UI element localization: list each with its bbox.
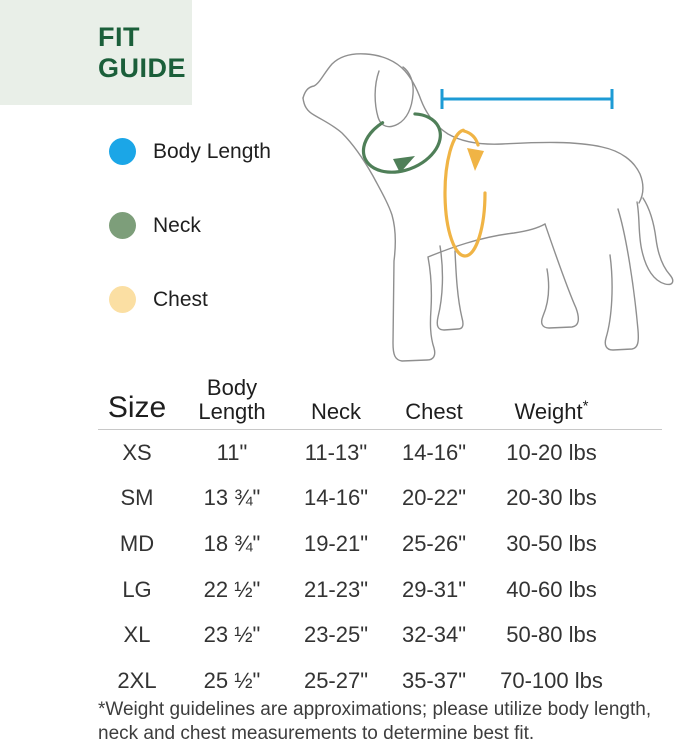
legend-label: Chest (153, 287, 208, 311)
cell-size: 2XL (117, 667, 157, 693)
table-row (98, 430, 662, 476)
weight-footnote: *Weight guidelines are approximations; please utilize body length, neck and chest measurements to determine best fit. (98, 699, 652, 744)
cell-weight: 70-100 lbs (500, 667, 603, 693)
weight-asterisk: * (582, 397, 589, 415)
cell-body-length: 18 ¾" (203, 530, 261, 556)
cell-size: LG (122, 576, 152, 602)
cell-weight: 20-30 lbs (506, 485, 597, 511)
cell-body-length: 22 ½" (203, 576, 261, 602)
cell-chest: 29-31" (401, 576, 467, 602)
col-header-neck: Neck (310, 398, 362, 424)
legend-label: Neck (153, 213, 201, 237)
col-header-size: Size (107, 391, 167, 424)
table-row (98, 567, 662, 613)
legend-item-chest (109, 286, 271, 313)
cell-chest: 35-37" (401, 667, 467, 693)
measurement-legend (109, 138, 271, 360)
cell-weight: 50-80 lbs (506, 622, 597, 648)
cell-body-length: 23 ½" (203, 622, 261, 648)
neck-measure-loop (355, 104, 449, 183)
col-header-chest: Chest (405, 398, 463, 424)
cell-weight: 40-60 lbs (506, 576, 597, 602)
table-row (98, 476, 662, 522)
cell-size: XL (123, 622, 151, 648)
table-row (98, 521, 662, 567)
cell-neck: 23-25" (303, 622, 369, 648)
cell-chest: 20-22" (401, 485, 467, 511)
body-length-measure-line (442, 89, 612, 109)
col-header-body-length: Body Length (198, 374, 266, 424)
cell-size: MD (119, 530, 155, 556)
cell-neck: 19-21" (303, 530, 369, 556)
chest-dot-icon (109, 286, 136, 313)
cell-size: SM (120, 485, 154, 511)
size-table (98, 366, 662, 704)
col-header-weight (484, 397, 619, 424)
cell-neck: 11-13" (304, 439, 368, 465)
chest-arrow-stem (464, 131, 478, 145)
cell-body-length: 13 ¾" (203, 485, 261, 511)
cell-neck: 21-23" (303, 576, 369, 602)
page-title: FIT GUIDE (98, 22, 187, 84)
col-header-weight-label: Weight (514, 398, 583, 424)
cell-weight: 30-50 lbs (506, 530, 597, 556)
cell-neck: 14-16" (303, 485, 369, 511)
legend-item-neck (109, 212, 271, 239)
cell-chest: 32-34" (401, 622, 467, 648)
neck-dot-icon (109, 212, 136, 239)
table-row (98, 612, 662, 658)
chest-measure-loop (445, 130, 485, 256)
cell-body-length: 25 ½" (203, 667, 261, 693)
size-table-header-row (98, 366, 662, 430)
cell-chest: 14-16" (401, 439, 467, 465)
cell-body-length: 11" (216, 439, 248, 465)
cell-size: XS (122, 439, 152, 465)
fit-guide-banner (0, 0, 192, 105)
legend-label: Body Length (153, 139, 271, 163)
legend-item-body-length (109, 138, 271, 165)
cell-neck: 25-27" (303, 667, 369, 693)
chest-arrow-icon (467, 148, 484, 171)
dog-measurement-diagram (288, 45, 679, 375)
cell-chest: 25-26" (401, 530, 467, 556)
table-row (98, 658, 662, 704)
body-length-dot-icon (109, 138, 136, 165)
cell-weight: 10-20 lbs (506, 439, 597, 465)
